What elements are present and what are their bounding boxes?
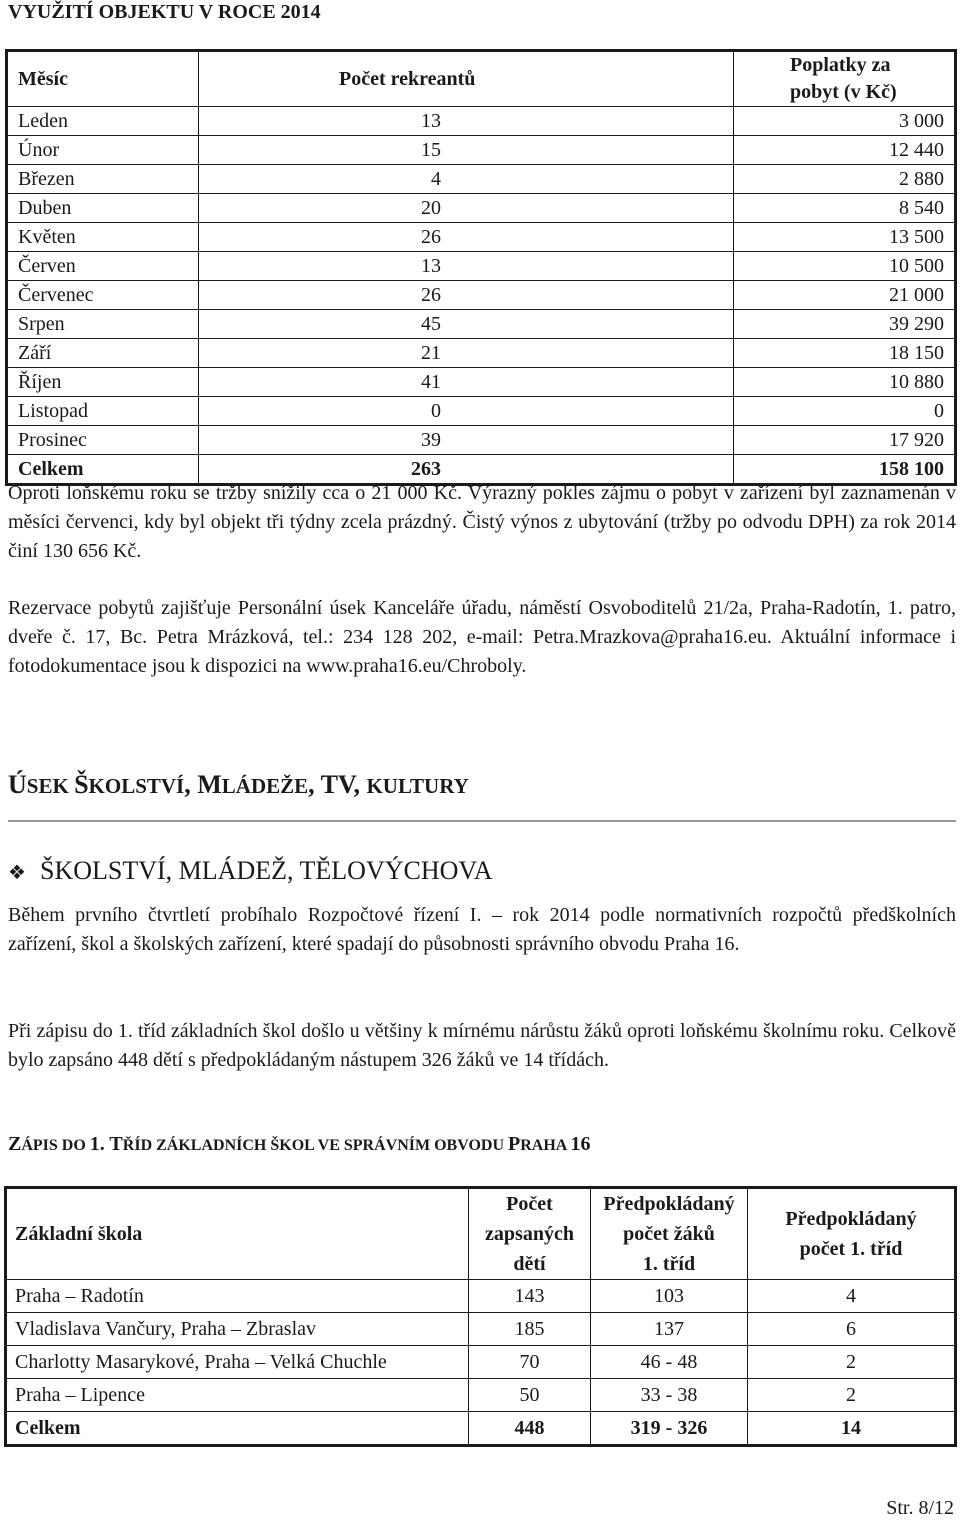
paragraph-revenue-text: Oproti loňskému roku se tržby snížily cca o 21 000 Kč. Výrazný pokles zájmu o pobyt v zařízení byl zaznamenán v měsíci červenci, kdy byl objekt tři týdny zcela prázdný. Čistý výnos z ubytování (tržby po odvodu DPH) za rok 2014 činí 130 656 Kč. <box>8 482 956 562</box>
header-line: Počet <box>506 1193 553 1215</box>
paragraph-reservations <box>8 594 956 681</box>
cell-fees-value: 2 880 <box>899 167 944 190</box>
cell-school: Charlotty Masarykové, Praha – Velká Chuchle <box>6 1346 469 1379</box>
paragraph-reservations-text: Rezervace pobytů zajišťuje Personální úsek Kanceláře úřadu, náměstí Osvoboditelů 21/2a, Praha-Radotín, 1. patro, dveře č. 17, Bc. Petra Mrázková, tel.: 234 128 202, e-mail: Petra.Mrazkova@praha16.eu. Aktuální informace i fotodokumentace jsou k dispozici na www.praha16.eu/Chroboly. <box>8 597 956 677</box>
column-header-month: Měsíc <box>7 51 199 107</box>
cell-month: Březen <box>7 165 199 194</box>
cell-fees <box>734 252 956 281</box>
title-part: 1. T <box>89 1133 123 1155</box>
table-row <box>7 339 956 368</box>
cell-guests-value: 15 <box>420 138 441 161</box>
enrolment-table <box>4 1186 957 1447</box>
cell-school: Praha – Lipence <box>6 1379 469 1412</box>
cell-school: Celkem <box>6 1412 469 1446</box>
table-row <box>7 281 956 310</box>
cell-fees <box>734 194 956 223</box>
title-part: KOLSTVÍ <box>88 774 185 798</box>
cell-enrolled: 50 <box>469 1379 591 1412</box>
paragraph-enrolment-text: Při zápisu do 1. tříd základních škol došlo u většiny k mírnému nárůstu žáků oproti loňskému školnímu roku. Celkově bylo zapsáno 448 dětí s předpokládaným nástupem 326 žáků ve 14 třídách. <box>8 1020 956 1071</box>
cell-month: Červenec <box>7 281 199 310</box>
subsection-heading <box>8 856 493 886</box>
table-row <box>7 310 956 339</box>
table-header-row <box>6 1188 956 1280</box>
table-row <box>7 194 956 223</box>
cell-expected-pupils: 319 - 326 <box>591 1412 748 1446</box>
cell-fees-value: 8 540 <box>899 196 944 219</box>
cell-expected-pupils: 137 <box>591 1313 748 1346</box>
paragraph-budget <box>8 901 956 959</box>
cell-guests-value: 0 <box>430 399 441 422</box>
cell-fees-value: 13 500 <box>889 225 944 248</box>
cell-expected-classes: 14 <box>748 1412 956 1446</box>
table-row <box>7 165 956 194</box>
header-line: Předpokládaný <box>603 1193 735 1215</box>
cell-month: Srpen <box>7 310 199 339</box>
table-row <box>7 136 956 165</box>
table-row <box>6 1346 956 1379</box>
cell-guests <box>198 368 733 397</box>
column-header-expected-pupils <box>591 1188 748 1280</box>
title-part: ŘÍD ZÁKLADNÍCH ŠKOL VE SPRÁVNÍM OBVODU <box>122 1137 508 1154</box>
header-line: zapsaných <box>485 1223 574 1245</box>
cell-guests <box>198 165 733 194</box>
table-row <box>7 223 956 252</box>
cell-month: Únor <box>7 136 199 165</box>
title-part: Z <box>8 1133 22 1155</box>
cell-month: Duben <box>7 194 199 223</box>
cell-guests-value: 26 <box>420 283 441 306</box>
cell-guests <box>198 281 733 310</box>
paragraph-enrolment <box>8 1017 956 1075</box>
cell-fees-value: 158 100 <box>879 457 944 480</box>
section-divider <box>8 820 956 822</box>
header-line: počet žáků <box>623 1223 715 1245</box>
cell-expected-classes: 2 <box>748 1346 956 1379</box>
header-line: Předpokládaný <box>785 1208 917 1230</box>
cell-month: Září <box>7 339 199 368</box>
cell-expected-classes: 4 <box>748 1280 956 1313</box>
title-part: KULTURY <box>366 774 469 798</box>
cell-guests <box>198 252 733 281</box>
title-part: SEK <box>26 774 75 798</box>
cell-fees <box>734 426 956 455</box>
cell-month: Prosinec <box>7 426 199 455</box>
table-header-row <box>7 51 956 107</box>
column-header-guests: Počet rekreantů <box>198 51 733 107</box>
header-line: počet 1. tříd <box>799 1238 903 1260</box>
cell-fees <box>734 397 956 426</box>
cell-guests-value: 26 <box>420 225 441 248</box>
cell-expected-classes: 6 <box>748 1313 956 1346</box>
cell-expected-pupils: 33 - 38 <box>591 1379 748 1412</box>
cell-month: Leden <box>7 107 199 136</box>
cell-fees <box>734 165 956 194</box>
title-part: ÁPIS DO <box>21 1137 90 1154</box>
column-header-expected-classes <box>748 1188 956 1280</box>
table-row <box>6 1280 956 1313</box>
usage-table <box>5 49 957 486</box>
page-number: Str. 8/12 <box>886 1497 954 1519</box>
table-row <box>7 426 956 455</box>
cell-guests <box>198 310 733 339</box>
table-row <box>7 107 956 136</box>
title-part: RAHA <box>520 1137 571 1154</box>
cell-fees-value: 18 150 <box>889 341 944 364</box>
header-line: 1. tříd <box>642 1253 696 1275</box>
cell-enrolled: 70 <box>469 1346 591 1379</box>
paragraph-revenue <box>8 479 956 566</box>
cell-fees-value: 10 880 <box>889 370 944 393</box>
title-part: LÁDEŽE <box>221 774 309 798</box>
table-row <box>6 1313 956 1346</box>
cell-fees-value: 17 920 <box>889 428 944 451</box>
cell-fees <box>734 281 956 310</box>
cell-month: Listopad <box>7 397 199 426</box>
section-title-education <box>8 770 469 800</box>
section-title-enrolment <box>8 1133 590 1156</box>
table-total-row <box>6 1412 956 1446</box>
cell-enrolled: 143 <box>469 1280 591 1313</box>
cell-fees <box>734 368 956 397</box>
cell-guests <box>198 107 733 136</box>
cell-enrolled: 185 <box>469 1313 591 1346</box>
cell-guests <box>198 194 733 223</box>
table-row <box>7 252 956 281</box>
table-row <box>6 1379 956 1412</box>
title-part: , <box>184 770 198 799</box>
cell-guests <box>198 223 733 252</box>
cell-fees <box>734 310 956 339</box>
title-part: Ú <box>8 770 27 799</box>
cell-guests-value: 39 <box>420 428 441 451</box>
column-header-enrolled <box>469 1188 591 1280</box>
column-header-school: Základní škola <box>6 1188 469 1280</box>
cell-fees <box>734 339 956 368</box>
cell-guests <box>198 339 733 368</box>
cell-school: Praha – Radotín <box>6 1280 469 1313</box>
cell-enrolled: 448 <box>469 1412 591 1446</box>
cell-guests-value: 41 <box>420 370 441 393</box>
subsection-title: ŠKOLSTVÍ, MLÁDEŽ, TĚLOVÝCHOVA <box>40 856 493 885</box>
cell-guests-value: 13 <box>420 109 441 132</box>
title-part: 16 <box>570 1133 591 1155</box>
cell-guests-value: 4 <box>430 167 441 190</box>
cell-expected-classes: 2 <box>748 1379 956 1412</box>
cell-expected-pupils: 46 - 48 <box>591 1346 748 1379</box>
cell-guests <box>198 136 733 165</box>
cell-guests-value: 263 <box>410 457 441 480</box>
cell-fees-value: 3 000 <box>899 109 944 132</box>
title-part: P <box>508 1133 521 1155</box>
table-row <box>7 368 956 397</box>
cell-fees <box>734 223 956 252</box>
cell-guests <box>198 397 733 426</box>
cell-expected-pupils: 103 <box>591 1280 748 1313</box>
cell-fees-value: 21 000 <box>889 283 944 306</box>
cell-month: Celkem <box>7 455 199 485</box>
cell-guests-value: 13 <box>420 254 441 277</box>
column-header-fees: Poplatky za pobyt (v Kč) <box>734 51 956 107</box>
cell-fees-value: 12 440 <box>889 138 944 161</box>
cell-guests-value: 20 <box>420 196 441 219</box>
cell-fees-value: 39 290 <box>889 312 944 335</box>
section-title-usage: VYUŽITÍ OBJEKTU V ROCE 2014 <box>8 1 321 23</box>
cell-school: Vladislava Vančury, Praha – Zbraslav <box>6 1313 469 1346</box>
cell-guests-value: 21 <box>420 341 441 364</box>
table-row <box>7 397 956 426</box>
cell-month: Říjen <box>7 368 199 397</box>
diamond-bullet-icon: ❖ <box>8 862 26 884</box>
cell-guests <box>198 426 733 455</box>
cell-fees <box>734 107 956 136</box>
cell-guests-value: 45 <box>420 312 441 335</box>
title-part: Š <box>74 770 89 799</box>
paragraph-budget-text: Během prvního čtvrtletí probíhalo Rozpočtové řízení I. – rok 2014 podle normativních rozpočtů předškolních zařízení, škol a školských zařízení, které spadají do působnosti správního obvodu Praha 16. <box>8 904 956 955</box>
cell-month: Květen <box>7 223 199 252</box>
cell-month: Červen <box>7 252 199 281</box>
header-line: dětí <box>513 1253 546 1275</box>
title-part: , TV, <box>308 770 367 799</box>
cell-fees <box>734 136 956 165</box>
title-part: M <box>197 770 222 799</box>
cell-fees-value: 10 500 <box>889 254 944 277</box>
cell-fees-value: 0 <box>934 399 944 422</box>
